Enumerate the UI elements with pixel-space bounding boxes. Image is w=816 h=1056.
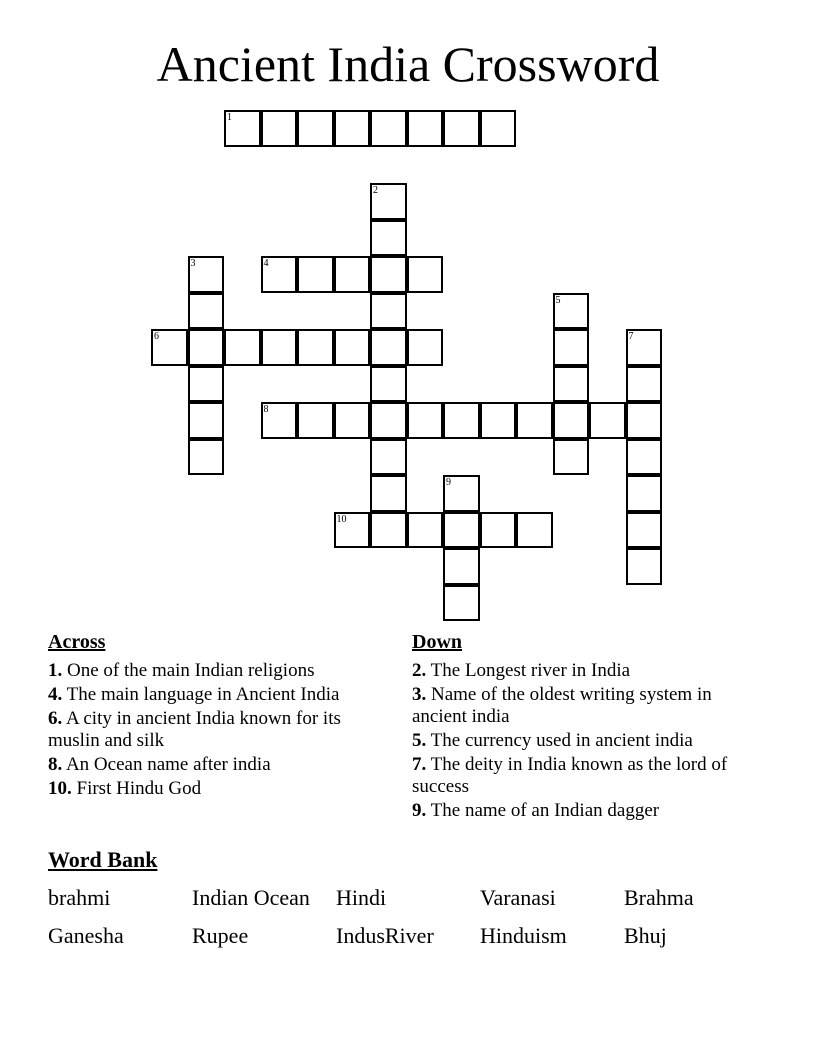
grid-cell[interactable]: [626, 439, 663, 476]
grid-cell[interactable]: [261, 256, 298, 293]
grid-cell[interactable]: [370, 512, 407, 549]
grid-cell[interactable]: [370, 475, 407, 512]
grid-cell[interactable]: [297, 110, 334, 147]
grid-cell[interactable]: [297, 256, 334, 293]
grid-cell[interactable]: [443, 585, 480, 622]
down-clue: [412, 684, 752, 728]
grid-cell[interactable]: [480, 402, 517, 439]
grid-cell[interactable]: [443, 402, 480, 439]
grid-cell[interactable]: [188, 439, 225, 476]
grid-cell[interactable]: [626, 512, 663, 549]
clue-text: The main language in Ancient India: [62, 684, 340, 705]
clue-number: 8.: [48, 754, 63, 775]
across-clues: [48, 630, 378, 802]
word-bank-item: Varanasi: [480, 885, 556, 910]
grid-cell[interactable]: [443, 548, 480, 585]
across-clue: [48, 708, 378, 752]
grid-cell[interactable]: [370, 256, 407, 293]
grid-cell[interactable]: [334, 329, 371, 366]
grid-cell[interactable]: [334, 512, 371, 549]
clue-number: 7.: [412, 754, 427, 775]
clue-text: An Ocean name after india: [62, 754, 271, 775]
clue-text: One of the main Indian religions: [62, 660, 315, 681]
word-bank-item: Ganesha: [48, 923, 124, 948]
clue-text: First Hindu God: [71, 778, 202, 799]
clue-number: 4: [263, 258, 269, 269]
grid-cell[interactable]: [188, 329, 225, 366]
clue-text: The name of an Indian dagger: [426, 800, 660, 821]
grid-cell[interactable]: [443, 512, 480, 549]
grid-cell[interactable]: [553, 439, 590, 476]
across-heading: Across: [48, 631, 106, 653]
grid-cell[interactable]: [370, 183, 407, 220]
word-bank-item: Brahma: [624, 885, 694, 910]
clue-text: The Longest river in India: [426, 660, 631, 681]
clue-number: 2.: [412, 660, 427, 681]
down-clue: [412, 800, 752, 822]
word-bank-item: Bhuj: [624, 923, 667, 948]
clue-number: 6: [154, 331, 159, 342]
down-clue: [412, 660, 752, 682]
grid-cell[interactable]: [589, 402, 626, 439]
grid-cell[interactable]: [224, 329, 261, 366]
down-clues: [412, 630, 752, 824]
clue-text: Name of the oldest writing system in ancient india: [412, 684, 712, 727]
grid-cell[interactable]: [370, 220, 407, 257]
grid-cell[interactable]: [261, 402, 298, 439]
page-title: Ancient India Crossword: [156, 36, 660, 92]
clue-number: 10.: [48, 778, 72, 799]
grid-cell[interactable]: [480, 110, 517, 147]
grid-cell[interactable]: [480, 512, 517, 549]
grid-cell[interactable]: [407, 512, 444, 549]
down-clue: [412, 754, 752, 798]
grid-cell[interactable]: [188, 256, 225, 293]
grid-cell[interactable]: [297, 329, 334, 366]
grid-cell[interactable]: [188, 366, 225, 403]
grid-cell[interactable]: [407, 256, 444, 293]
grid-cell[interactable]: [553, 329, 590, 366]
clue-number: 9.: [412, 800, 427, 821]
grid-cell[interactable]: [188, 293, 225, 330]
clue-number: 2: [373, 185, 378, 196]
clue-number: 4.: [48, 684, 63, 705]
clue-number: 1.: [48, 660, 63, 681]
grid-cell[interactable]: [370, 110, 407, 147]
grid-cell[interactable]: [407, 110, 444, 147]
clue-number: 3: [190, 258, 196, 269]
grid-cell[interactable]: [370, 366, 407, 403]
grid-cell[interactable]: [370, 402, 407, 439]
grid-cell[interactable]: [626, 329, 663, 366]
clue-number: 9: [446, 477, 451, 488]
across-clue: [48, 684, 378, 706]
word-bank-item: brahmi: [48, 885, 111, 910]
grid-cell[interactable]: [443, 475, 480, 512]
grid-cell[interactable]: [370, 439, 407, 476]
word-bank-item: Indian Ocean: [192, 885, 310, 910]
clue-text: A city in ancient India known for its muslin and silk: [48, 708, 341, 751]
clue-text: The deity in India known as the lord of success: [412, 754, 728, 797]
grid-cell[interactable]: [151, 329, 188, 366]
clue-number: 5.: [412, 730, 427, 751]
grid-cell[interactable]: [626, 366, 663, 403]
clue-number: 5: [555, 294, 561, 306]
grid-cell[interactable]: [407, 402, 444, 439]
grid-cell[interactable]: [516, 402, 553, 439]
grid-cell[interactable]: [626, 548, 663, 585]
clue-number: 8: [263, 404, 269, 415]
word-bank-item: Rupee: [192, 923, 249, 948]
grid-cell[interactable]: [626, 475, 663, 512]
across-clue: [48, 754, 378, 776]
clue-number: 6.: [48, 708, 63, 729]
clue-number: 1: [227, 112, 232, 123]
clue-number: 10: [336, 513, 347, 525]
clue-number: 3.: [412, 684, 427, 705]
grid-cell[interactable]: [370, 293, 407, 330]
grid-cell[interactable]: [334, 110, 371, 147]
grid-cell[interactable]: [443, 110, 480, 147]
word-bank-item: Hindi: [336, 885, 387, 910]
grid-cell[interactable]: [334, 402, 371, 439]
grid-cell[interactable]: [370, 329, 407, 366]
word-bank-item: Hinduism: [480, 923, 567, 948]
grid-cell[interactable]: [553, 402, 590, 439]
grid-cell[interactable]: [407, 329, 444, 366]
down-heading: Down: [412, 631, 463, 653]
grid-cell[interactable]: [297, 402, 334, 439]
grid-cell[interactable]: [261, 329, 298, 366]
clue-number: 7: [628, 331, 634, 342]
grid-cell[interactable]: [334, 256, 371, 293]
grid-cell[interactable]: [188, 402, 225, 439]
word-bank-item: IndusRiver: [336, 923, 434, 948]
grid-cell[interactable]: [261, 110, 298, 147]
grid-cell[interactable]: [553, 366, 590, 403]
word-bank-heading: Word Bank: [48, 847, 158, 872]
grid-cell[interactable]: [626, 402, 663, 439]
down-clue: [412, 730, 752, 752]
grid-cell[interactable]: [553, 293, 590, 330]
grid-cell[interactable]: [224, 110, 261, 147]
clue-text: The currency used in ancient india: [426, 730, 693, 751]
across-clue: [48, 778, 378, 800]
across-clue: [48, 660, 378, 682]
grid-cell[interactable]: [516, 512, 553, 549]
